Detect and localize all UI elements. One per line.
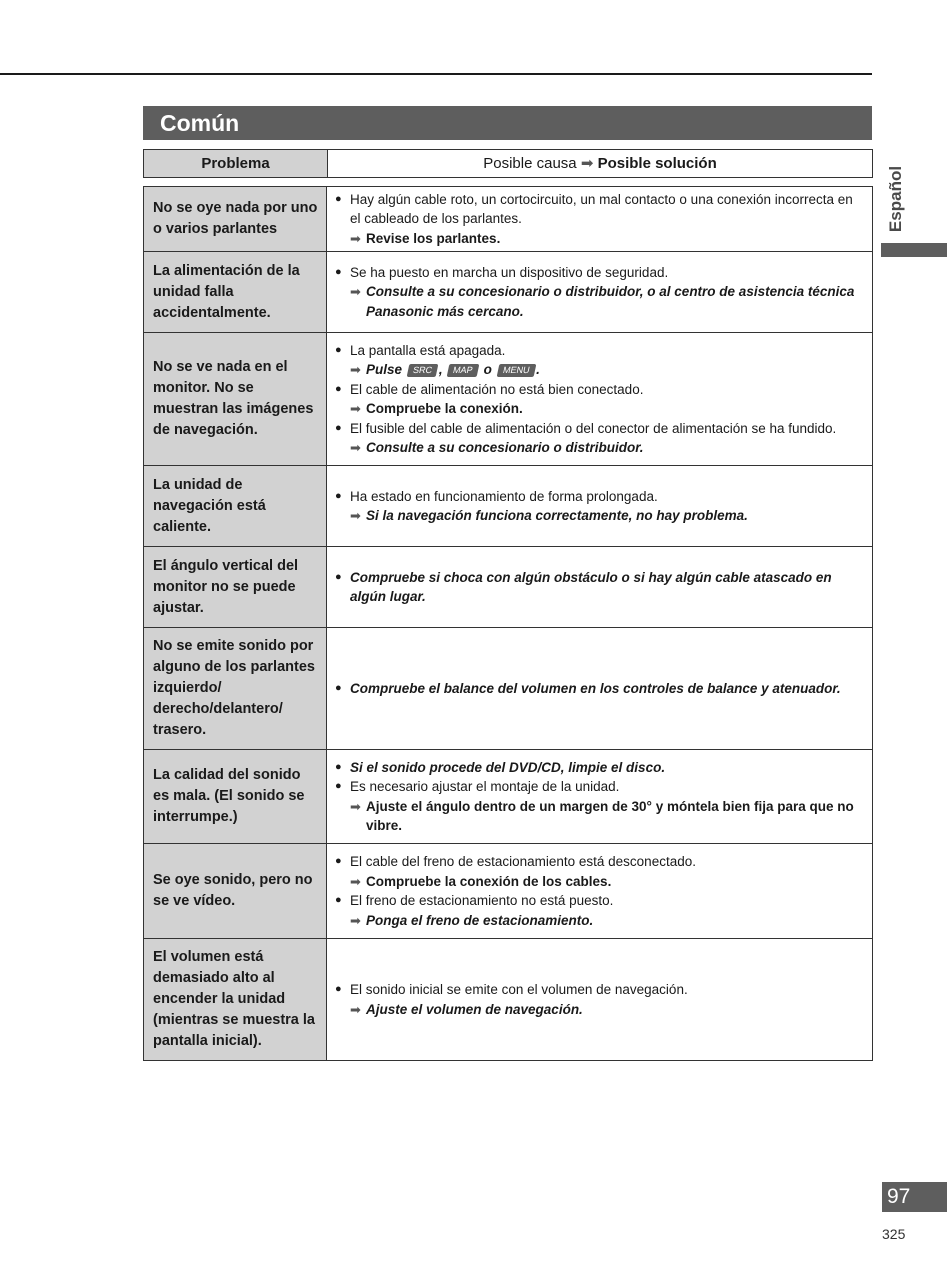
cause-bullet — [335, 419, 862, 439]
table-row — [144, 332, 872, 465]
bullet-icon: ● — [335, 343, 342, 356]
arrow-icon: ➡ — [350, 440, 361, 455]
solution-line — [335, 399, 862, 419]
solution-line — [335, 1000, 862, 1020]
bullet-icon: ● — [335, 192, 342, 205]
arrow-icon: ➡ — [350, 401, 361, 416]
page-number: 97 — [882, 1182, 947, 1212]
separator-text: , — [438, 362, 443, 377]
solution-line — [335, 438, 862, 458]
language-tab-bar — [881, 243, 947, 257]
solution-text — [366, 360, 862, 380]
solution-line — [335, 872, 862, 892]
cause-text: Hay algún cable roto, un cortocircuito, un mal contacto o una conexión incorrecta en el cableado de los parlantes. — [350, 191, 853, 227]
page-sub-number: 325 — [882, 1226, 906, 1242]
cause-text: El cable de alimentación no está bien conectado. — [350, 381, 644, 397]
table-row — [144, 938, 872, 1060]
problem-cell — [144, 844, 327, 938]
solution-text: Compruebe la conexión de los cables. — [366, 873, 612, 889]
bullet-icon: ● — [335, 760, 342, 773]
map-key-icon: MAP — [447, 364, 479, 377]
problem-cell — [144, 333, 327, 465]
table-header — [143, 149, 873, 178]
separator-text: . — [536, 362, 540, 377]
table-row — [144, 749, 872, 843]
cause-text: Se ha puesto en marcha un dispositivo de seguridad. — [350, 264, 669, 280]
arrow-icon: ➡ — [350, 284, 361, 300]
cause-text: El freno de estacionamiento no está puesto. — [350, 893, 614, 908]
menu-key-icon: MENU — [496, 364, 535, 377]
problem-text: La unidad de navegación está caliente. — [153, 476, 266, 535]
src-key-icon: SRC — [406, 364, 438, 377]
problem-cell — [144, 252, 327, 332]
cause-text: Es necesario ajustar el montaje de la unidad. — [350, 779, 620, 794]
problem-cell — [144, 466, 327, 546]
bullet-icon: ● — [335, 894, 342, 906]
header-cause: Posible causa — [483, 155, 577, 172]
problem-text: El ángulo vertical del monitor no se puede ajustar. — [153, 557, 299, 616]
table-row — [144, 251, 872, 332]
top-rule — [0, 73, 872, 75]
separator-text: o — [483, 362, 492, 377]
table-row — [144, 546, 872, 627]
table-row — [144, 465, 872, 546]
problem-text: La alimentación de la unidad falla accidentalmente. — [153, 262, 300, 321]
solution-cell — [327, 547, 872, 627]
cause-bullet — [335, 341, 862, 361]
solution-text: Ponga el freno de estacionamiento. — [366, 912, 594, 928]
cause-text: Compruebe si choca con algún obstáculo o si hay algún cable atascado en algún lugar. — [350, 569, 832, 604]
cause-bullet — [335, 980, 862, 1000]
cause-text: Ha estado en funcionamiento de forma prolongada. — [350, 488, 658, 504]
table-row — [144, 187, 872, 251]
problem-cell — [144, 187, 327, 251]
cause-text: El sonido inicial se emite con el volumen de navegación. — [350, 982, 688, 997]
bullet-icon: ● — [335, 570, 342, 583]
arrow-icon: ➡ — [350, 873, 361, 889]
cause-bullet — [335, 380, 862, 400]
problem-text: Se oye sonido, pero no se ve vídeo. — [153, 872, 313, 909]
cause-bullet — [335, 190, 862, 229]
solution-line — [335, 360, 862, 380]
problem-text: No se ve nada en el monitor. No se muestran las imágenes de navegación. — [153, 359, 314, 438]
problem-cell — [144, 939, 327, 1060]
arrow-icon: ➡ — [350, 362, 361, 377]
bullet-icon: ● — [335, 780, 342, 792]
bullet-icon: ● — [335, 489, 342, 502]
cause-bullet — [335, 758, 862, 778]
cause-text: El cable del freno de estacionamiento está desconectado. — [350, 854, 696, 869]
cause-bullet — [335, 568, 862, 607]
cause-bullet — [335, 891, 862, 911]
solution-line — [335, 229, 862, 249]
solution-cell — [327, 939, 872, 1060]
header-problem: Problema — [144, 150, 328, 177]
language-tab-label: Español — [886, 165, 905, 233]
solution-cell — [327, 844, 872, 938]
solution-text: Si la navegación funciona correctamente, no hay problema. — [366, 508, 748, 523]
section-title: Común — [143, 106, 872, 140]
arrow-icon: ➡ — [350, 508, 361, 523]
arrow-icon: ➡ — [580, 155, 594, 172]
bullet-icon: ● — [335, 855, 342, 867]
language-tab — [881, 163, 911, 235]
solution-text: Consulte a su concesionario o distribuidor, o al centro de asistencia técnica Panasonic más cercano. — [366, 284, 855, 319]
solution-text: Ajuste el volumen de navegación. — [366, 1001, 583, 1017]
header-solution: Posible solución — [597, 155, 717, 172]
bullet-icon: ● — [335, 983, 342, 995]
cause-text: Si el sonido procede del DVD/CD, limpie el disco. — [350, 759, 666, 775]
solution-cell — [327, 466, 872, 546]
bullet-icon: ● — [335, 681, 342, 694]
cause-bullet — [335, 777, 862, 797]
cause-bullet — [335, 852, 862, 872]
arrow-icon: ➡ — [350, 912, 361, 928]
solution-cell — [327, 333, 872, 465]
cause-bullet — [335, 487, 862, 507]
solution-text: Revise los parlantes. — [366, 230, 501, 246]
solution-cell — [327, 750, 872, 843]
table-row — [144, 627, 872, 749]
solution-line — [335, 797, 862, 836]
bullet-icon: ● — [335, 382, 342, 395]
solution-text: Compruebe la conexión. — [366, 401, 523, 416]
solution-text: Ajuste el ángulo dentro de un margen de 30° y móntela bien fija para que no vibre. — [366, 798, 854, 833]
solution-cell — [327, 628, 872, 749]
arrow-icon: ➡ — [350, 230, 361, 246]
solution-line — [335, 506, 862, 526]
table-row — [144, 843, 872, 938]
arrow-icon: ➡ — [350, 798, 361, 814]
cause-text: La pantalla está apagada. — [350, 342, 506, 358]
problem-text: La calidad del sonido es mala. (El sonido se interrumpe.) — [153, 767, 305, 825]
cause-text: Compruebe el balance del volumen en los controles de balance y atenuador. — [350, 680, 841, 696]
problem-cell — [144, 547, 327, 627]
header-cause-solution — [328, 150, 872, 177]
problem-text: No se emite sonido por alguno de los parlantes izquierdo/ derecho/delantero/ trasero. — [153, 638, 315, 738]
problem-text: No se oye nada por uno o varios parlantes — [153, 200, 318, 237]
bullet-icon: ● — [335, 421, 342, 434]
problem-text: El volumen está demasiado alto al encender la unidad (mientras se muestra la pantalla inicial). — [153, 949, 315, 1049]
solution-verb: Pulse — [366, 362, 403, 377]
solution-line — [335, 282, 862, 321]
solution-cell — [327, 252, 872, 332]
solution-line — [335, 911, 862, 931]
solution-text: Consulte a su concesionario o distribuidor. — [366, 440, 644, 455]
solution-cell — [327, 187, 872, 251]
bullet-icon: ● — [335, 265, 342, 278]
problem-cell — [144, 750, 327, 843]
cause-text: El fusible del cable de alimentación o del conector de alimentación se ha fundido. — [350, 420, 837, 436]
troubleshooting-table — [143, 186, 873, 1061]
cause-bullet — [335, 679, 862, 699]
cause-bullet — [335, 263, 862, 283]
problem-cell — [144, 628, 327, 749]
arrow-icon: ➡ — [350, 1001, 361, 1017]
